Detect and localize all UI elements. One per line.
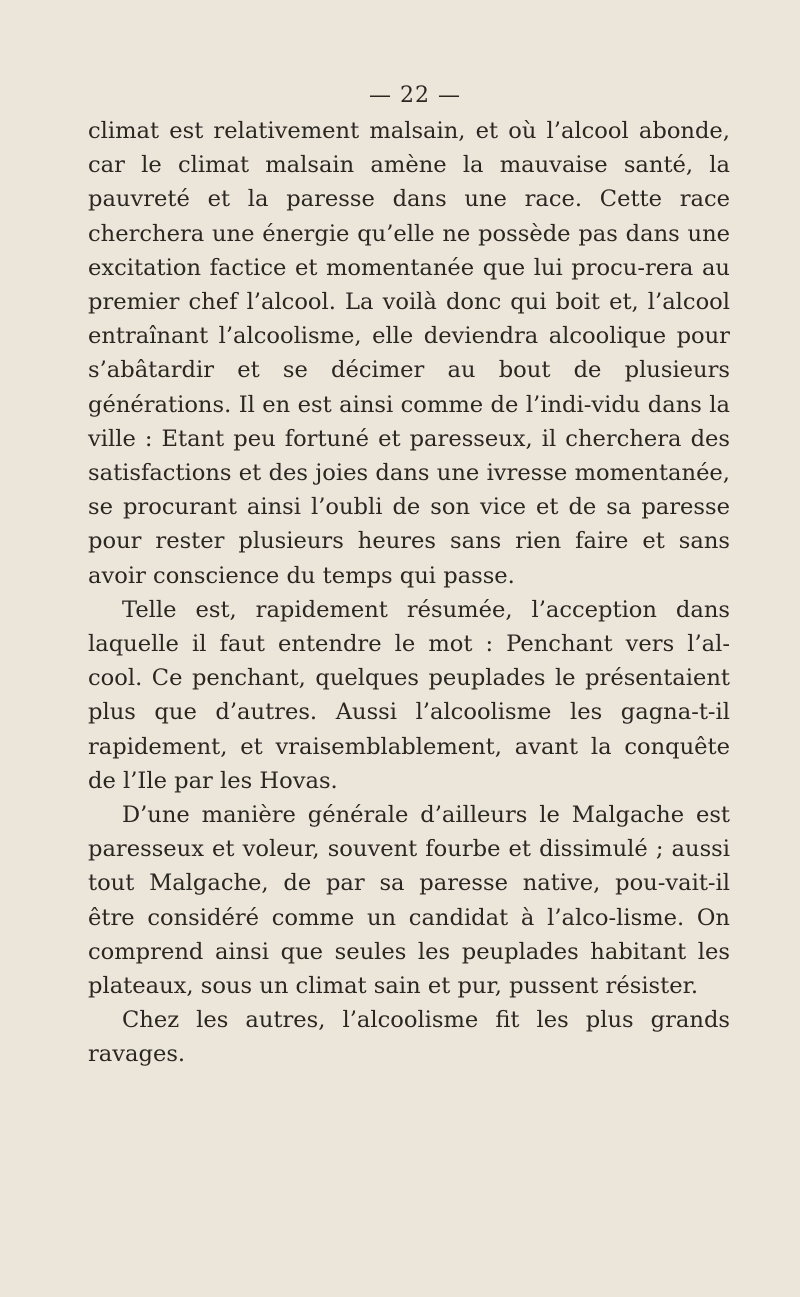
paragraph-1: climat est relativement malsain, et où l’alcool abonde, car le climat malsain amène la mauvaise santé, la pauvreté et la paresse dans une race. Cette race cherchera une énergie qu’elle ne possède pas dans une excitation factice et momentanée que lui procu-rera au premier chef l’alcool. La voilà donc qui boit et, l’alcool entraînant l’alcoolisme, elle deviendra alcoolique pour s’abâtardir et se décimer au bout de plusieurs générations. Il en est ainsi comme de l’indi-vidu dans la ville : Etant peu fortuné et paresseux, il cherchera des satisfactions et des joies dans une ivresse momentanée, se procurant ainsi l’oubli de son vice et de sa paresse pour rester plusieurs heures sans rien faire et sans avoir conscience du temps qui passe. — [88, 118, 730, 589]
page-number: — 22 — — [369, 83, 461, 108]
paragraph-3: D’une manière générale d’ailleurs le Malgache est paresseux et voleur, souvent fourbe et dissimulé ; aussi tout Malgache, de par sa paresse native, pou-vait-il être considéré comme un candidat à l’alco-lisme. On comprend ainsi que seules les peuplades habitant les plateaux, sous un climat sain et pur, pussent résister. — [88, 802, 730, 1000]
body-text — [88, 114, 730, 1072]
paragraph-4: Chez les autres, l’alcoolisme fit les plus grands ravages. — [88, 1007, 730, 1068]
paragraph-2: Telle est, rapidement résumée, l’acception dans laquelle il faut entendre le mot : Penchant vers l’al-cool. Ce penchant, quelques peuplades le présentaient plus que d’autres. Aussi l’alcoolisme les gagna-t-il rapidement, et vraisemblablement, avant la conquête de l’Ile par les Hovas. — [88, 596, 730, 794]
